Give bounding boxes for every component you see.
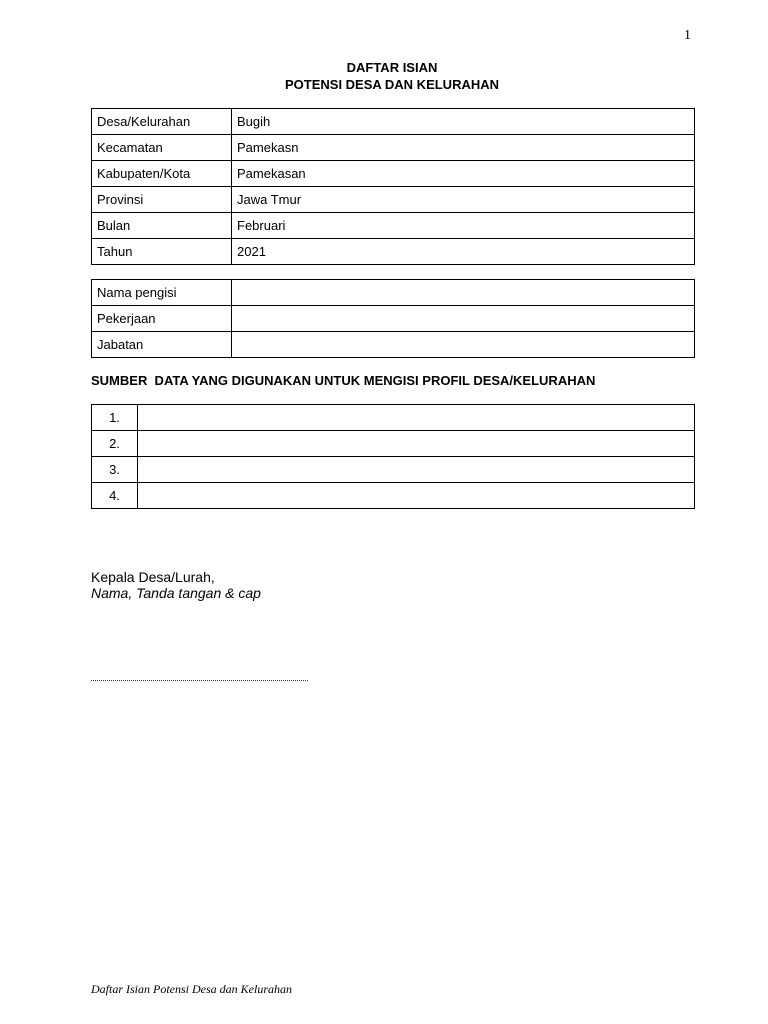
table-row xyxy=(92,405,695,431)
source-field[interactable] xyxy=(138,483,695,509)
table-row xyxy=(92,306,695,332)
label-tahun: Tahun xyxy=(92,239,232,265)
source-field[interactable] xyxy=(138,431,695,457)
row-number: 4. xyxy=(92,483,138,509)
source-field[interactable] xyxy=(138,405,695,431)
identity-table xyxy=(91,108,695,265)
source-field[interactable] xyxy=(138,457,695,483)
field-bulan[interactable]: Februari xyxy=(232,213,695,239)
label-provinsi: Provinsi xyxy=(92,187,232,213)
field-pekerjaan[interactable] xyxy=(232,306,695,332)
label-kecamatan: Kecamatan xyxy=(92,135,232,161)
signature-title: Kepala Desa/Lurah, xyxy=(91,569,215,585)
source-table xyxy=(91,404,695,509)
page-footer: Daftar Isian Potensi Desa dan Kelurahan xyxy=(91,982,292,996)
table-row xyxy=(92,239,695,265)
page-number: 1 xyxy=(684,28,691,43)
document-subtitle: POTENSI DESA DAN KELURAHAN xyxy=(284,77,500,92)
table-row xyxy=(92,280,695,306)
label-bulan: Bulan xyxy=(92,213,232,239)
label-desa-kelurahan: Desa/Kelurahan xyxy=(92,109,232,135)
label-nama-pengisi: Nama pengisi xyxy=(92,280,232,306)
row-number: 1. xyxy=(92,405,138,431)
table-row xyxy=(92,109,695,135)
label-pekerjaan: Pekerjaan xyxy=(92,306,232,332)
table-row xyxy=(92,483,695,509)
label-kabupaten-kota: Kabupaten/Kota xyxy=(92,161,232,187)
field-provinsi[interactable]: Jawa Tmur xyxy=(232,187,695,213)
label-jabatan: Jabatan xyxy=(92,332,232,358)
field-kabupaten-kota[interactable]: Pamekasan xyxy=(232,161,695,187)
signature-line[interactable] xyxy=(91,680,308,681)
field-tahun[interactable]: 2021 xyxy=(232,239,695,265)
table-row xyxy=(92,161,695,187)
field-nama-pengisi[interactable] xyxy=(232,280,695,306)
section-heading: SUMBER DATA YANG DIGUNAKAN UNTUK MENGISI PROFIL DESA/KELURAHAN xyxy=(91,373,596,388)
row-number: 3. xyxy=(92,457,138,483)
table-row xyxy=(92,431,695,457)
table-row xyxy=(92,213,695,239)
table-row xyxy=(92,135,695,161)
field-kecamatan[interactable]: Pamekasn xyxy=(232,135,695,161)
table-row xyxy=(92,187,695,213)
filler-table xyxy=(91,279,695,358)
signature-subtitle: Nama, Tanda tangan & cap xyxy=(91,585,261,601)
document-title: DAFTAR ISIAN xyxy=(346,60,438,75)
field-desa-kelurahan[interactable]: Bugih xyxy=(232,109,695,135)
table-row xyxy=(92,332,695,358)
field-jabatan[interactable] xyxy=(232,332,695,358)
table-row xyxy=(92,457,695,483)
row-number: 2. xyxy=(92,431,138,457)
